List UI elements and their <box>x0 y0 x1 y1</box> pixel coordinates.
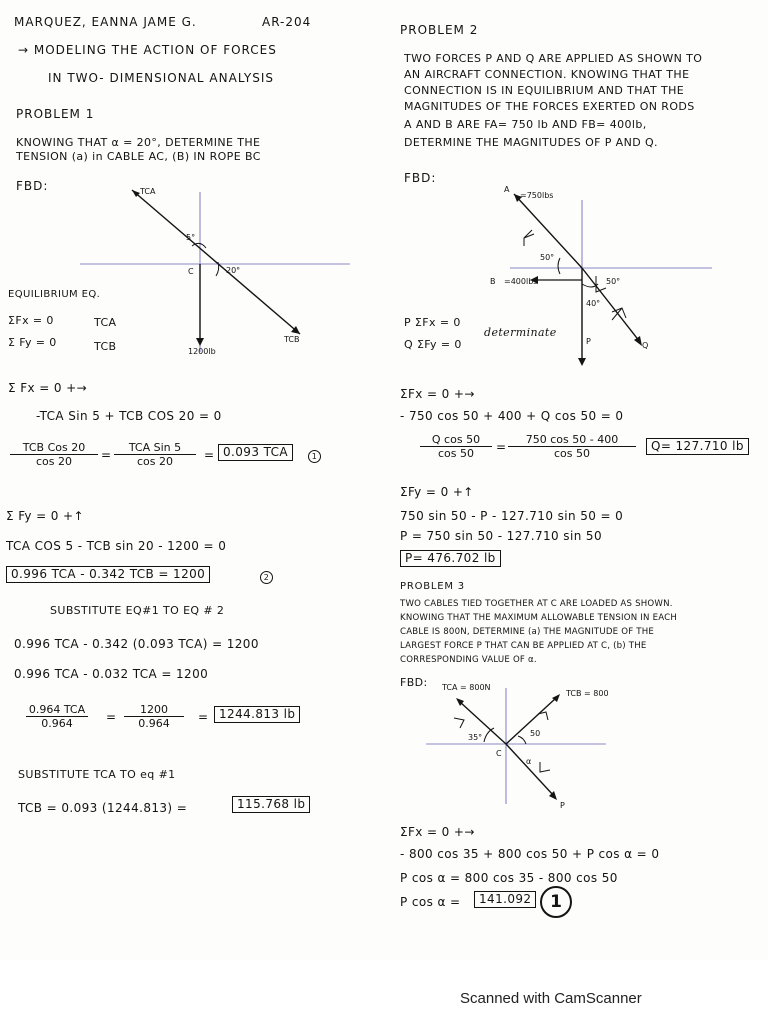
p1-line5: TCB = 0.093 (1244.813) = <box>18 801 188 815</box>
p1-equals: = <box>101 448 112 462</box>
equilibrium-fy: Σ Fy = 0 <box>8 336 57 349</box>
problem2-title: PROBLEM 2 <box>400 23 479 37</box>
p2-fraction2 <box>508 433 636 460</box>
fbd1-tca-label: TCA <box>140 187 156 196</box>
problem2-free-body-diagram <box>480 180 720 370</box>
p1-frac4-num: 1200 <box>124 703 184 717</box>
fbd2-b-label: B <box>490 277 496 286</box>
problem2-statement-line6: DETERMINE THE MAGNITUDES OF P AND Q. <box>404 136 658 149</box>
fbd2-angle-50a: 50° <box>540 253 555 262</box>
student-name: MARQUEZ, EANNA JAME G. <box>14 15 197 29</box>
p3-result-box: 141.092 <box>474 891 536 908</box>
p2-frac2-num: 750 cos 50 - 400 <box>508 433 636 447</box>
problem3-free-body-diagram <box>420 680 620 810</box>
fbd1-angle-20: 20° <box>226 266 241 275</box>
p1-substitute2: SUBSTITUTE TCA TO eq #1 <box>18 768 176 781</box>
p1-result4-box: 115.768 lb <box>232 796 310 813</box>
p1-line1: -TCA Sin 5 + TCB COS 20 = 0 <box>36 409 222 423</box>
fbd2-a-label: A <box>504 185 510 194</box>
p2-frac1-num: Q cos 50 <box>420 433 492 447</box>
p2-line2: 750 sin 50 - P - 127.710 sin 50 = 0 <box>400 509 624 523</box>
p1-equals4: = <box>198 710 209 724</box>
p1-result1-box: 0.093 TCA <box>218 444 293 461</box>
p2-equals: = <box>496 440 507 454</box>
problem3-statement-line2: KNOWING THAT THE MAXIMUM ALLOWABLE TENSION IN EACH <box>400 613 678 623</box>
p3-line2: P cos α = 800 cos 35 - 800 cos 50 <box>400 871 618 885</box>
fbd1-load-label: 1200lb <box>188 347 216 356</box>
p1-result1-tag: 1 <box>308 450 321 463</box>
problem3-statement-line5: CORRESPONDING VALUE OF α. <box>400 655 537 665</box>
problem2-statement-line1: TWO FORCES P AND Q ARE APPLIED AS SHOWN TO <box>404 52 703 65</box>
equilibrium-fx: ΣFx = 0 <box>8 314 54 327</box>
p2-fraction1 <box>420 433 492 460</box>
section-code: AR-204 <box>262 15 312 29</box>
p1-substitute: SUBSTITUTE EQ#1 TO EQ # 2 <box>50 604 225 617</box>
fbd2-q-label: Q <box>642 341 649 350</box>
p1-frac3-den: 0.964 <box>41 717 73 730</box>
fbd3-p-label: P <box>560 801 565 810</box>
fbd3-tcb-label: TCB = 800 <box>566 689 609 698</box>
p1-fraction3 <box>26 703 88 730</box>
fbd3-alpha: α <box>526 757 532 766</box>
fbd1-angle-5: 5° <box>186 233 196 242</box>
p1-frac2-den: cos 20 <box>136 455 173 468</box>
p1-fraction2 <box>114 441 196 468</box>
p1-result2-tag: 2 <box>260 571 273 584</box>
fbd2-p-label: P <box>586 337 591 346</box>
problem3-statement-line3: CABLE IS 800N, DETERMINE (a) THE MAGNITUDE OF THE <box>400 627 655 637</box>
problem3-fbd-label: FBD: <box>400 676 428 689</box>
p1-result2-tag-wrap <box>256 570 273 584</box>
p2-sum-fy: ΣFy = 0 +↑ <box>400 485 474 499</box>
p1-sum-fy: Σ Fy = 0 +↑ <box>6 509 84 523</box>
fbd3-point-c: C <box>496 749 502 758</box>
fbd3-angle-50: 50 <box>530 729 541 738</box>
p2-eq1: P ΣFx = 0 <box>404 316 461 329</box>
p3-line1: - 800 cos 35 + 800 cos 50 + P cos α = 0 <box>400 847 660 861</box>
fbd2-fa-label: =750lbs <box>520 191 554 200</box>
p2-frac2-den: cos 50 <box>553 447 590 460</box>
equilibrium-fx-var: TCA <box>94 316 117 329</box>
p3-page-marker: 1 <box>540 886 572 918</box>
p1-frac4-den: 0.964 <box>138 717 170 730</box>
fbd1-tcb-label: TCB <box>284 335 300 344</box>
fbd1-point-c: C <box>188 267 194 276</box>
p1-frac1-num: TCB Cos 20 <box>10 441 98 455</box>
fbd3-tca-label: TCA = 800N <box>442 683 491 692</box>
p2-result1-box: Q= 127.710 lb <box>646 438 749 455</box>
problem3-statement-line4: LARGEST FORCE P THAT CAN BE APPLIED AT C, (b) THE <box>400 641 647 651</box>
fbd2-angle-40: 40° <box>586 299 601 308</box>
p1-equals3: = <box>106 710 117 724</box>
p1-line3: 0.996 TCA - 0.342 (0.093 TCA) = 1200 <box>14 637 259 651</box>
problem2-statement-line3: CONNECTION IS IN EQUILIBRIUM AND THAT THE <box>404 84 685 97</box>
p1-sum-fx: Σ Fx = 0 +→ <box>8 381 88 395</box>
p1-fraction4 <box>124 703 184 730</box>
p3-line3-prefix: P cos α = <box>400 895 461 909</box>
p2-sum-fx: ΣFx = 0 +→ <box>400 387 475 401</box>
problem2-statement-line2: AN AIRCRAFT CONNECTION. KNOWING THAT THE <box>404 68 690 81</box>
problem3-title: PROBLEM 3 <box>400 581 465 592</box>
equilibrium-fy-var: TCB <box>94 340 117 353</box>
p2-determinate: determinate <box>484 326 557 339</box>
fbd2-angle-50b: 50° <box>606 277 621 286</box>
p1-result3-box: 1244.813 lb <box>214 706 300 723</box>
p1-frac2-num: TCA Sin 5 <box>114 441 196 455</box>
topic-title-line2: IN TWO- DIMENSIONAL ANALYSIS <box>48 71 275 85</box>
p2-line3: P = 750 sin 50 - 127.710 sin 50 <box>400 529 602 543</box>
p1-result2-box: 0.996 TCA - 0.342 TCB = 1200 <box>6 566 210 583</box>
p2-eq2: Q ΣFy = 0 <box>404 338 462 351</box>
p3-sum-fx: ΣFx = 0 +→ <box>400 825 475 839</box>
fbd2-fb-label: =400lbs <box>504 277 538 286</box>
problem1-title: PROBLEM 1 <box>16 107 95 121</box>
problem1-statement-line2: TENSION (a) in CABLE AC, (B) IN ROPE BC <box>16 150 261 163</box>
fbd3-angle-35: 35° <box>468 733 483 742</box>
equilibrium-label: EQUILIBRIUM EQ. <box>8 289 101 300</box>
p1-equals2: = <box>204 448 215 462</box>
p1-line2: TCA COS 5 - TCB sin 20 - 1200 = 0 <box>6 539 227 553</box>
p1-result1-tag-wrap <box>304 449 321 463</box>
p1-line4: 0.996 TCA - 0.032 TCA = 1200 <box>14 667 209 681</box>
problem1-fbd-label: FBD: <box>16 179 49 193</box>
problem2-fbd-label: FBD: <box>404 171 437 185</box>
problem3-statement-line1: TWO CABLES TIED TOGETHER AT C ARE LOADED AS SHOWN. <box>400 599 673 609</box>
problem1-free-body-diagram <box>60 182 370 362</box>
problem2-statement-line4: MAGNITUDES OF THE FORCES EXERTED ON RODS <box>404 100 695 113</box>
scanner-watermark: Scanned with CamScanner <box>460 990 642 1007</box>
p1-fraction1 <box>10 441 98 468</box>
p2-frac1-den: cos 50 <box>437 447 474 460</box>
topic-title-line1: → MODELING THE ACTION OF FORCES <box>18 43 277 57</box>
p2-result2-box: P= 476.702 lb <box>400 550 501 567</box>
problem1-statement-line1: KNOWING THAT α = 20°, DETERMINE THE <box>16 136 261 149</box>
problem2-statement-line5: A AND B ARE FA= 750 lb AND FB= 400lb, <box>404 118 647 131</box>
p1-frac3-num: 0.964 TCA <box>26 703 88 717</box>
p1-frac1-den: cos 20 <box>35 455 72 468</box>
p2-line1: - 750 cos 50 + 400 + Q cos 50 = 0 <box>400 409 624 423</box>
